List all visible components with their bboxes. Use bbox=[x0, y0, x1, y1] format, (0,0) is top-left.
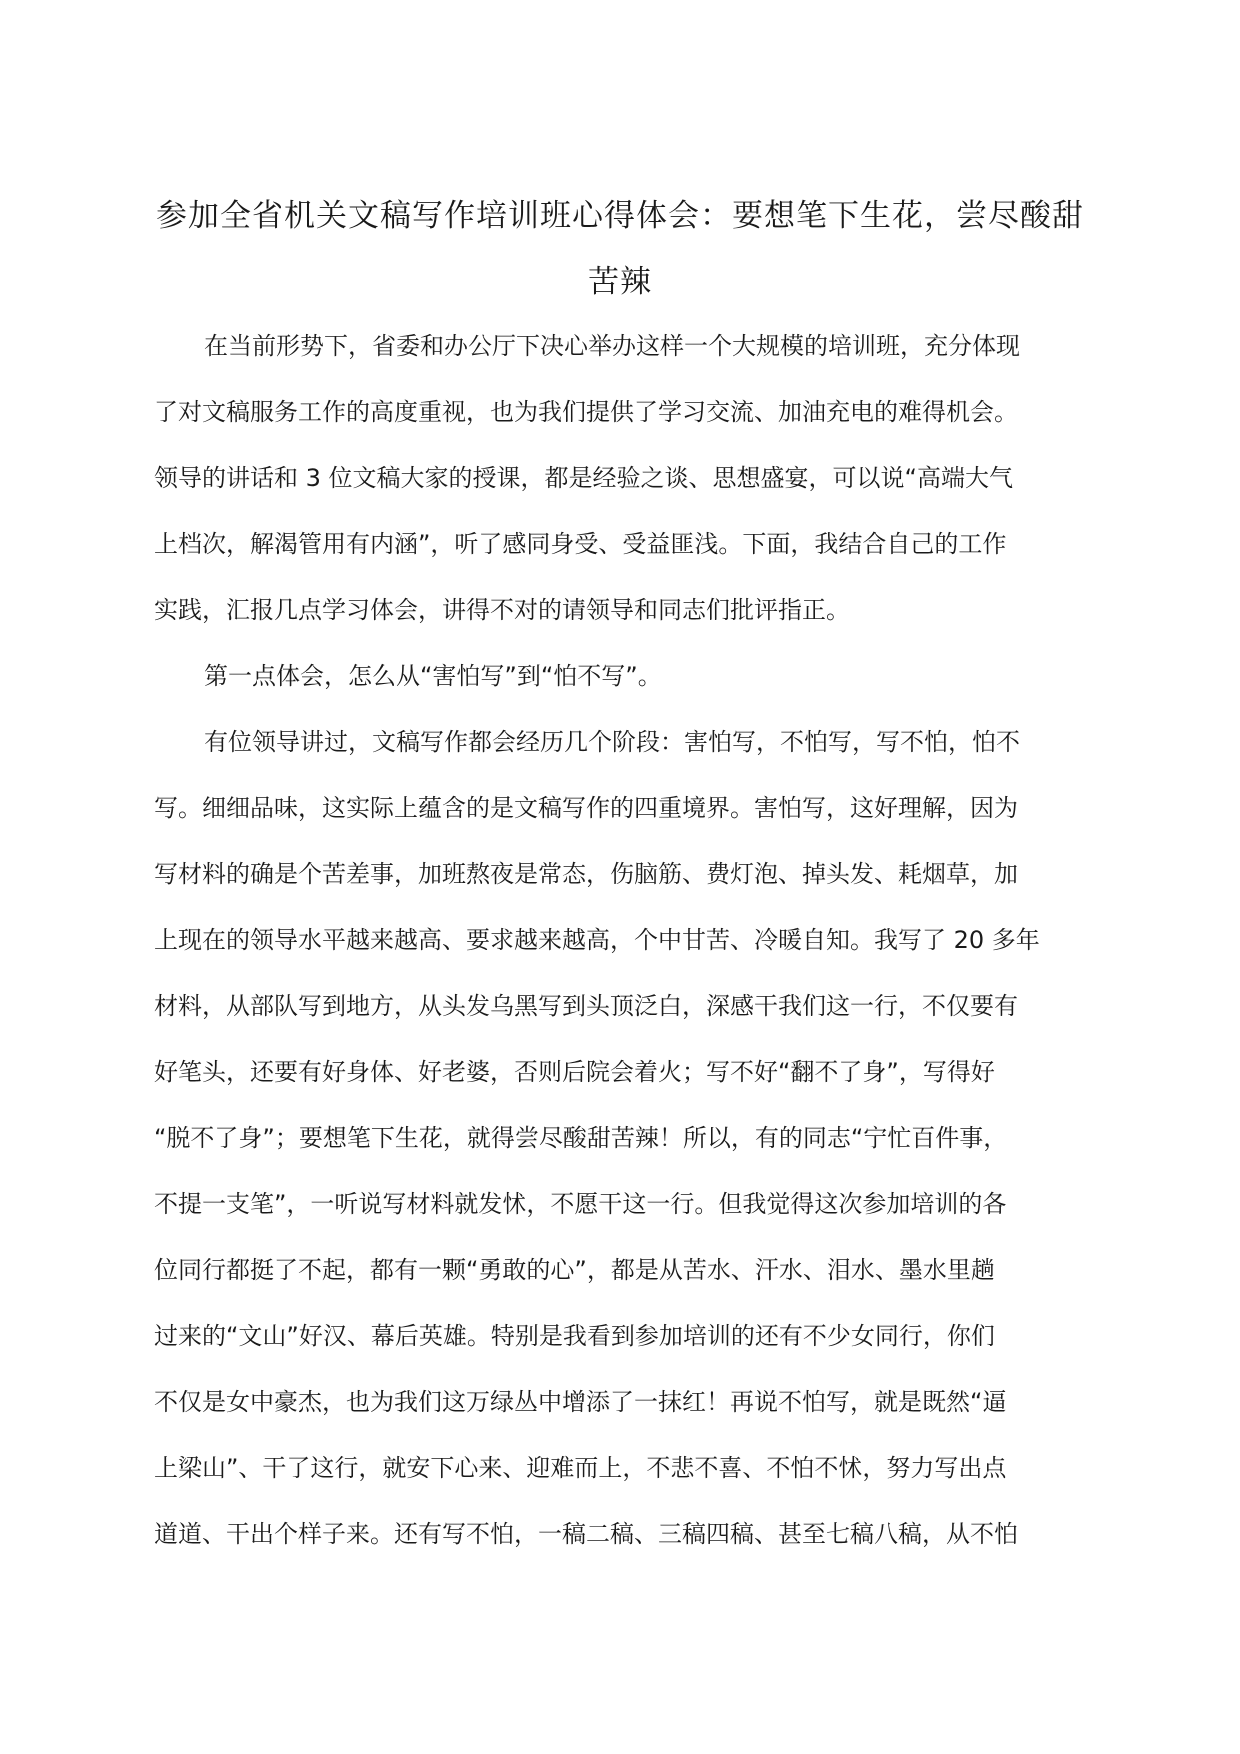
text-line: 上梁山”、干了这行，就安下心来、迎难而上，不悲不喜、不怕不怵，努力写出点 bbox=[154, 1454, 1007, 1482]
text-line: 写。细细品味，这实际上蕴含的是文稿写作的四重境界。害怕写，这好理解，因为 bbox=[154, 794, 1018, 822]
paragraph-intro bbox=[154, 313, 1084, 643]
text-line: 了对文稿服务工作的高度重视，也为我们提供了学习交流、加油充电的难得机会。 bbox=[154, 398, 1018, 426]
text-line: “脱不了身”；要想笔下生花，就得尝尽酸甜苦辣！所以，有的同志“宁忙百件事， bbox=[154, 1124, 1008, 1152]
text-line: 不仅是女中豪杰，也为我们这万绿丛中增添了一抹红！再说不怕写，就是既然“逼 bbox=[154, 1388, 1007, 1416]
text-line: 实践，汇报几点学习体会，讲得不对的请领导和同志们批评指正。 bbox=[154, 596, 850, 624]
document-body bbox=[154, 313, 1084, 1567]
text-line: 写材料的确是个苦差事，加班熬夜是常态，伤脑筋、费灯泡、掉头发、耗烟草，加 bbox=[154, 860, 1018, 888]
title-line: 苦辣 bbox=[588, 264, 652, 300]
text-line: 有位领导讲过，文稿写作都会经历几个阶段：害怕写，不怕写，写不怕，怕不 bbox=[204, 728, 1020, 756]
text-line: 在当前形势下，省委和办公厅下决心举办这样一个大规模的培训班，充分体现 bbox=[204, 332, 1020, 360]
text-line: 道道、干出个样子来。还有写不怕，一稿二稿、三稿四稿、甚至七稿八稿，从不怕 bbox=[154, 1520, 1018, 1548]
text-line: 好笔头，还要有好身体、好老婆，否则后院会着火；写不好“翻不了身”，写得好 bbox=[154, 1058, 995, 1086]
text-line: 第一点体会，怎么从“害怕写”到“怕不写”。 bbox=[204, 662, 662, 690]
text-line: 过来的“文山”好汉、幕后英雄。特别是我看到参加培训的还有不少女同行，你们 bbox=[154, 1322, 995, 1350]
text-line: 位同行都挺了不起，都有一颗“勇敢的心”，都是从苦水、汗水、泪水、墨水里趟 bbox=[154, 1256, 995, 1284]
paragraph-body bbox=[154, 709, 1084, 1567]
text-line: 不提一支笔”，一听说写材料就发怵，不愿干这一行。但我觉得这次参加培训的各 bbox=[154, 1190, 1007, 1218]
text-line: 上档次，解渴管用有内涵”，听了感同身受、受益匪浅。下面，我结合自己的工作 bbox=[154, 530, 1007, 558]
text-line: 材料，从部队写到地方，从头发乌黑写到头顶泛白，深感干我们这一行，不仅要有 bbox=[154, 992, 1018, 1020]
document-title bbox=[150, 183, 1090, 315]
text-line: 领导的讲话和 3 位文稿大家的授课，都是经验之谈、思想盛宴，可以说“高端大气 bbox=[154, 464, 1013, 492]
paragraph-heading-point-one bbox=[154, 643, 1084, 709]
text-line: 上现在的领导水平越来越高、要求越来越高，个中甘苦、冷暖自知。我写了 20 多年 bbox=[154, 926, 1040, 954]
title-line: 参加全省机关文稿写作培训班心得体会：要想笔下生花，尝尽酸甜 bbox=[156, 198, 1084, 234]
